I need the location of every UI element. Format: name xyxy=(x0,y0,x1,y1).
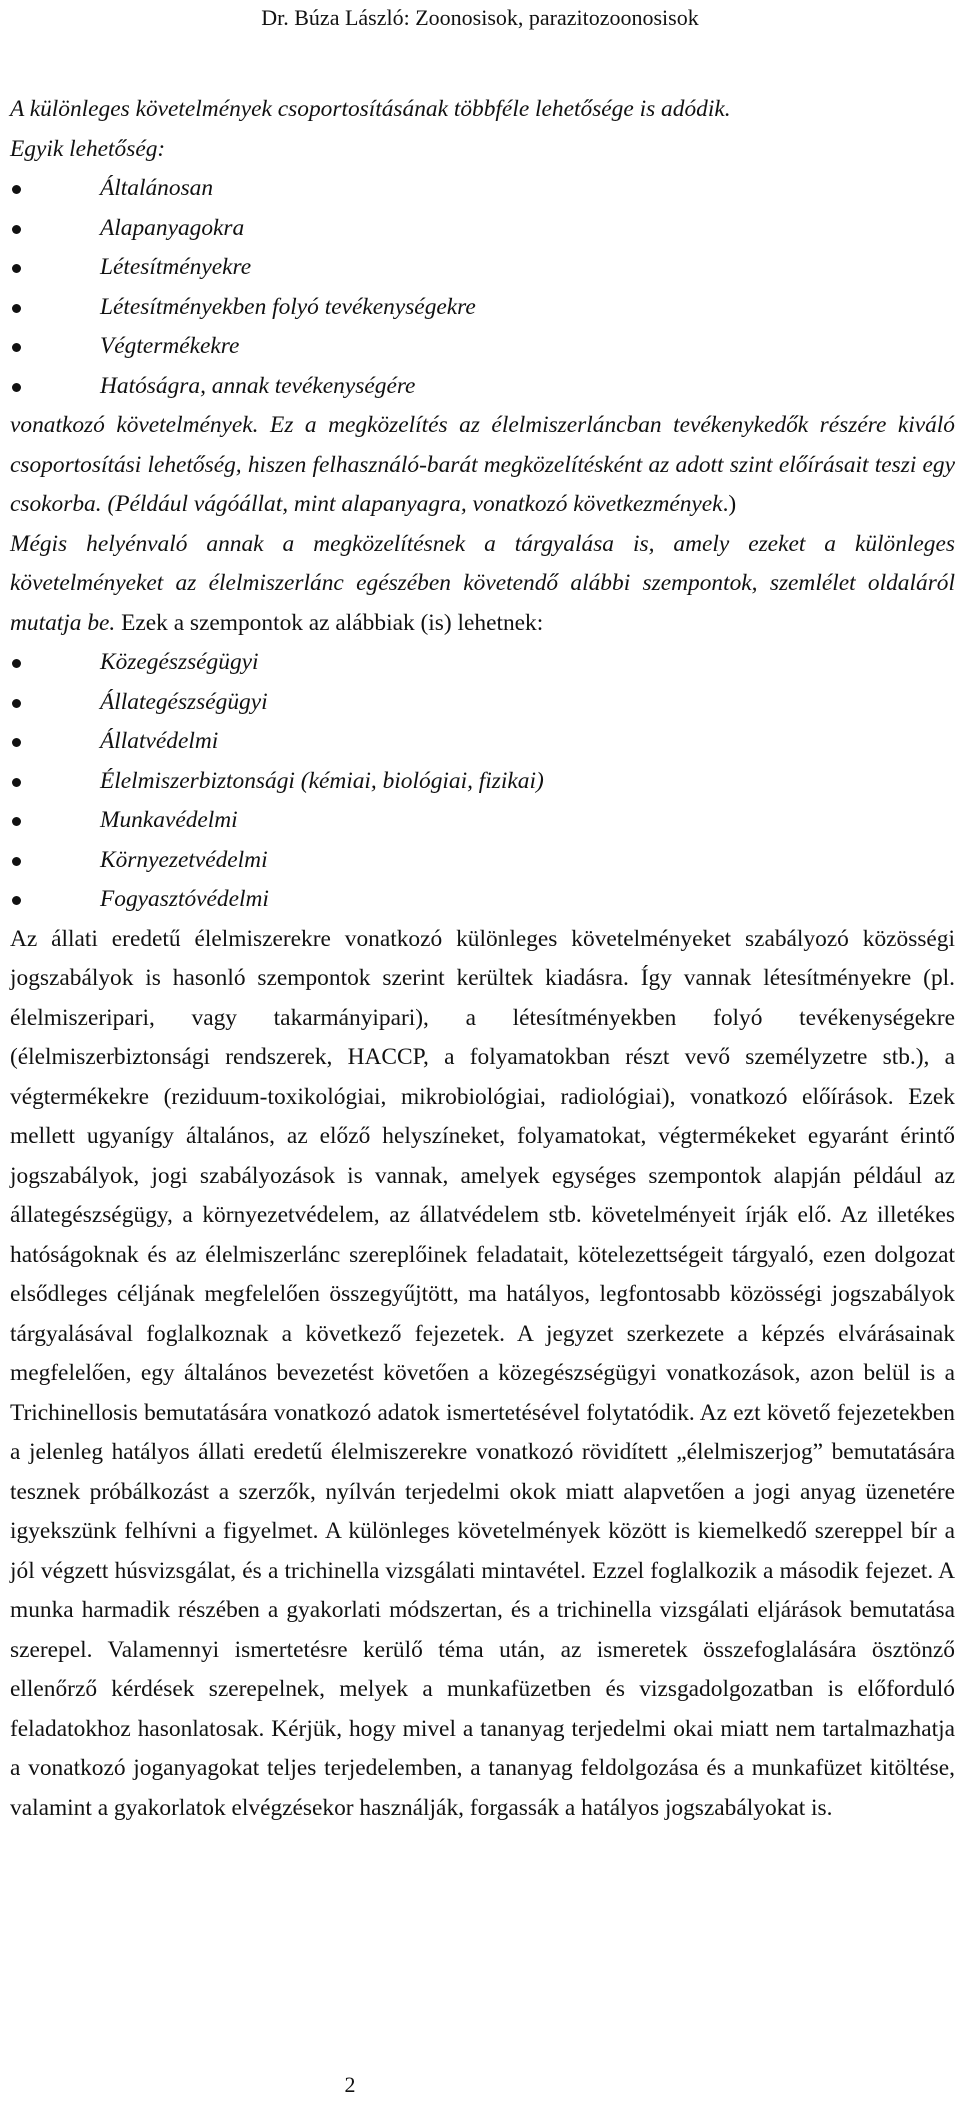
intro-line-2: Egyik lehetőség: xyxy=(10,135,166,162)
list-item: Állatvédelmi xyxy=(10,722,955,762)
list-item: Alapanyagokra xyxy=(10,209,955,249)
paragraph-aspects xyxy=(10,525,955,644)
list-item: Létesítményekre xyxy=(10,248,955,288)
list-item: Létesítményekben folyó tevékenységekre xyxy=(10,288,955,328)
paragraph-approach-end: .) xyxy=(722,491,737,517)
document-body xyxy=(10,90,955,1828)
page-header: Dr. Búza László: Zoonosisok, parazitozoonosisok xyxy=(261,5,699,30)
list-item: Környezetvédelmi xyxy=(10,841,955,881)
list-item: Munkavédelmi xyxy=(10,801,955,841)
list-item: Élelmiszerbiztonsági (kémiai, biológiai, fizikai) xyxy=(10,762,955,802)
page-number: 2 xyxy=(344,2072,356,2097)
list-item: Állategészségügyi xyxy=(10,683,955,723)
paragraph-aspects-italic: Mégis helyénvaló annak a megközelítésnek a tárgyalása is, amely ezeket a különleges követelményeket az élelmiszerlánc egészében követendő alábbi szempontok, szemlélet oldaláról mutatja be. xyxy=(10,530,955,636)
body-paragraph: Az állati eredetű élelmiszerekre vonatkozó különleges követelményeket szabályozó közösségi jogszabályok is hasonló szempontok szerint kerültek kiadásra. Így vannak létesítményekre (pl. élelmiszeripari, vagy takarmányipari), a létesítményekben folyó tevékenységekre (élelmiszerbiztonsági rendszerek, HACCP, a folyamatokban részt vevő személyzetre stb.), a végtermékekre (reziduum-toxikológiai, mikrobiológiai, radiológiai), vonatkozó előírások. Ezek mellett ugyanígy általános, az előző helyszíneket, folyamatokat, végtermékeket egyaránt érintő jogszabályok, jogi szabályozások is vannak, amelyek egységes szempontok alapján például az állategészségügy, a környezetvédelem, az állatvédelem stb. követelményeit írják elő. Az illetékes hatóságoknak és az élelmiszerlánc szereplőinek feladatait, kötelezettségeit tárgyaló, ezen dolgozat elsődleges céljának megfelelően összegyűjtött, ma hatályos, legfontosabb közösségi jogszabályok tárgyalásával foglalkoznak a következő fejezetek. A jegyzet szerkezete a képzés elvárásainak megfelelően, egy általános bevezetést követően a közegészségügyi vonatkozások, azon belül is a Trichinellosis bemutatására vonatkozó adatok ismertetésével folytatódik. Az ezt követő fejezetekben a jelenleg hatályos állati eredetű élelmiszerekre vonatkozó rövidített „élelmiszerjog” bemutatására tesznek próbálkozást a szerzők, nyílván terjedelmi okok miatt alapvetően a jogi anyag üzenetére igyekszünk felhívni a figyelmet. A különleges követelmények között is kiemelkedő szereppel bír a jól végzett húsvizsgálat, és a trichinella vizsgálati mintavétel. Ezzel foglalkozik a második fejezet. A munka harmadik részében a gyakorlati módszertan, és a trichinella vizsgálati eljárások bemutatása szerepel. Valamennyi ismertetésre kerülő téma után, az ismeretek összefoglalására ösztönző ellenőrző kérdések szerepelnek, melyek a munkafüzetben és vizsgadolgozatban is előforduló feladatokhoz hasonlatosak. Kérjük, hogy mivel a tananyag terjedelmi okai miatt nem tartalmazhatja a vonatkozó joganyagokat teljes terjedelemben, a tananyag feldolgozása és a munkafüzet kitöltése, valamint a gyakorlatok elvégzésekor használják, forgassák a hatályos jogszabályokat is. xyxy=(10,925,955,1821)
list-item: Fogyasztóvédelmi xyxy=(10,880,955,920)
aspects-list xyxy=(10,643,955,920)
list-item: Általánosan xyxy=(10,169,955,209)
list-item: Hatóságra, annak tevékenységére xyxy=(10,367,955,407)
paragraph-approach xyxy=(10,406,955,525)
paragraph-aspects-upright: Ezek a szempontok az alábbiak (is) lehetnek: xyxy=(115,609,544,636)
paragraph-approach-italic: vonatkozó követelmények. Ez a megközelítés az élelmiszerláncban tevékenykedők részére kiváló csoportosítási lehetőség, hiszen felhasználó-barát megközelítésként az adott szint előírásait teszi egy csokorba. (Például vágóállat, mint alapanyagra, vonatkozó következmények xyxy=(10,412,955,517)
intro-line-1: A különleges követelmények csoportosításának többféle lehetősége is adódik. xyxy=(10,96,731,122)
list-item: Végtermékekre xyxy=(10,327,955,367)
requirement-grouping-list xyxy=(10,169,955,406)
list-item: Közegészségügyi xyxy=(10,643,955,683)
